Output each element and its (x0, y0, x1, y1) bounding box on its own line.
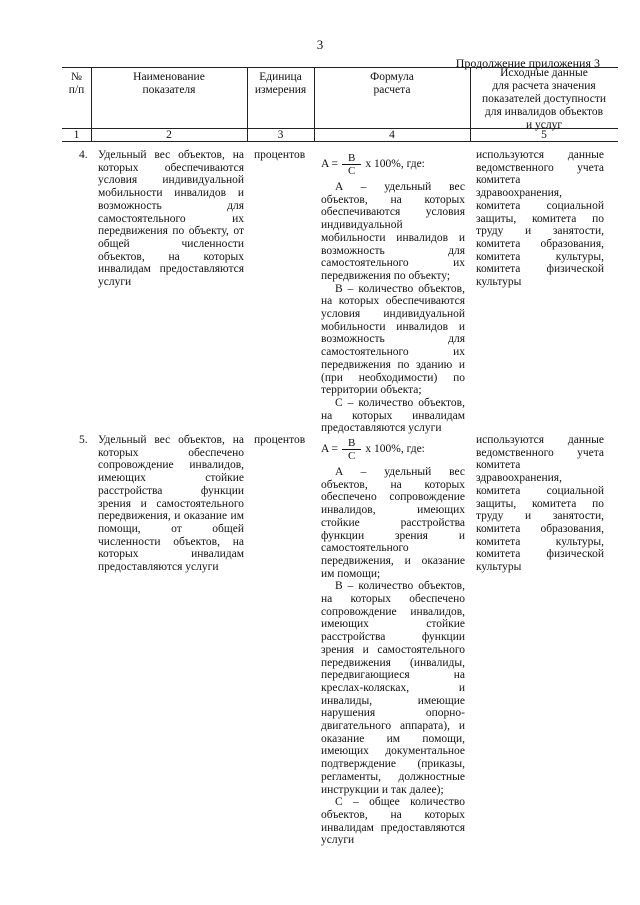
formula-explanation: B – количество объектов, на которых обеспечиваются условия индивидуальной мобильности инвалидов и возможность для самостоятельного их передвижения по зданию и (при необходимости) по территории объекта; (321, 282, 465, 397)
header-source-line: для расчета значения (492, 80, 596, 92)
header-source-line: для инвалидов объектов (484, 106, 604, 118)
fraction-numerator: B (342, 152, 361, 165)
header-source-line: Исходные данные (500, 67, 588, 79)
page-number: 3 (316, 37, 324, 52)
header-source-data (470, 67, 618, 132)
formula-explanation: C – количество объектов, на которых инвалидам предоставляются услуги (321, 396, 465, 435)
formula-lhs: A = (321, 157, 339, 170)
column-number-3: 3 (277, 129, 284, 141)
source-data: используются данные ведомственного учета комитета здравоохранения, комитета социальной защиты, комитета по труду и занятости, комитета образования, комитета культуры, комитета физической культуры (476, 149, 604, 289)
formula-rhs: x 100%, где: (365, 157, 425, 170)
unit-of-measure: процентов (254, 149, 306, 161)
formula-explanation: C – общее количество объектов, на которых инвалидам предоставляются услуги (321, 796, 465, 847)
formula-explanation: A – удельный вес объектов, на которых обеспечено сопровождение инвалидов, имеющих стойкие расстройства функции зрения и самостоятельного передвижения, и оказание им помощи; (321, 466, 465, 580)
header-number-line: п/п (68, 84, 85, 96)
header-source-line: показателей доступности (481, 93, 607, 105)
row-number: 4. (79, 149, 88, 161)
header-number (62, 71, 91, 97)
header-formula-line: расчета (373, 84, 411, 96)
column-number-2: 2 (166, 129, 172, 141)
formula-cell (321, 434, 465, 847)
header-unit-line: Единица (259, 71, 302, 83)
formula-explanation: A – удельный вес объектов, на которых обеспечиваются условия индивидуальной мобильности инвалидов и возможность для самостоятельного их передвижения по объекту; (321, 181, 465, 282)
formula-cell (321, 149, 465, 435)
header-name-line: показателя (142, 84, 196, 96)
header-formula (314, 71, 470, 97)
header-unit (247, 71, 314, 97)
formula-rhs: x 100%, где: (365, 442, 425, 455)
formula-fraction (342, 152, 361, 177)
fraction-numerator: B (342, 437, 361, 450)
source-data: используются данные ведомственного учета комитета здравоохранения, комитета социальной защиты, комитета по труду и занятости, комитета образования, комитета культуры, комитета физической культуры (476, 434, 604, 574)
column-number-4: 4 (389, 129, 395, 141)
header-formula-line: Формула (370, 71, 414, 83)
row-number: 5. (79, 434, 88, 446)
header-unit-line: измерения (254, 84, 307, 96)
column-number-5: 5 (541, 129, 547, 141)
column-number-1: 1 (73, 129, 80, 141)
formula-explanation: B – количество объектов, на которых обеспечено сопровождение инвалидов, имеющих стойкие расстройства функции зрения и самостоятельного передвижения (инвалиды, передвигающиеся на креслах-колясках, и инвалиды, имеющие нарушения опорно-двигательного аппарата), и оказание им помощи, имеющих документальное подтверждение (приказы, регламенты, должностные инструкции и так далее); (321, 580, 465, 796)
formula-equation (321, 434, 465, 464)
formula-lhs: A = (321, 442, 339, 455)
continuation-label: Продолжение приложения 3 (455, 56, 600, 70)
fraction-denominator: C (348, 164, 356, 177)
header-name-line: Наименование (133, 71, 205, 83)
formula-fraction (342, 437, 361, 462)
formula-equation (321, 149, 465, 179)
indicator-name: Удельный вес объектов, на которых обеспечиваются условия индивидуальной мобильности инвалидов и возможность для самостоятельного их передвижения по объекту, от общей численности объектов, на которых инвалидам предоставляются услуги (98, 149, 244, 289)
header-indicator-name (91, 71, 247, 97)
indicator-name: Удельный вес объектов, на которых обеспечено сопровождение инвалидов, имеющих стойкие расстройства функции зрения и самостоятельного передвижения, и оказание им помощи, от общей численности объектов, на которых инвалидам предоставляются услуги (98, 434, 244, 574)
unit-of-measure: процентов (254, 434, 306, 446)
header-number-line: № (71, 71, 82, 83)
fraction-denominator: C (348, 449, 356, 462)
header-source-line: и услуг (525, 119, 563, 131)
